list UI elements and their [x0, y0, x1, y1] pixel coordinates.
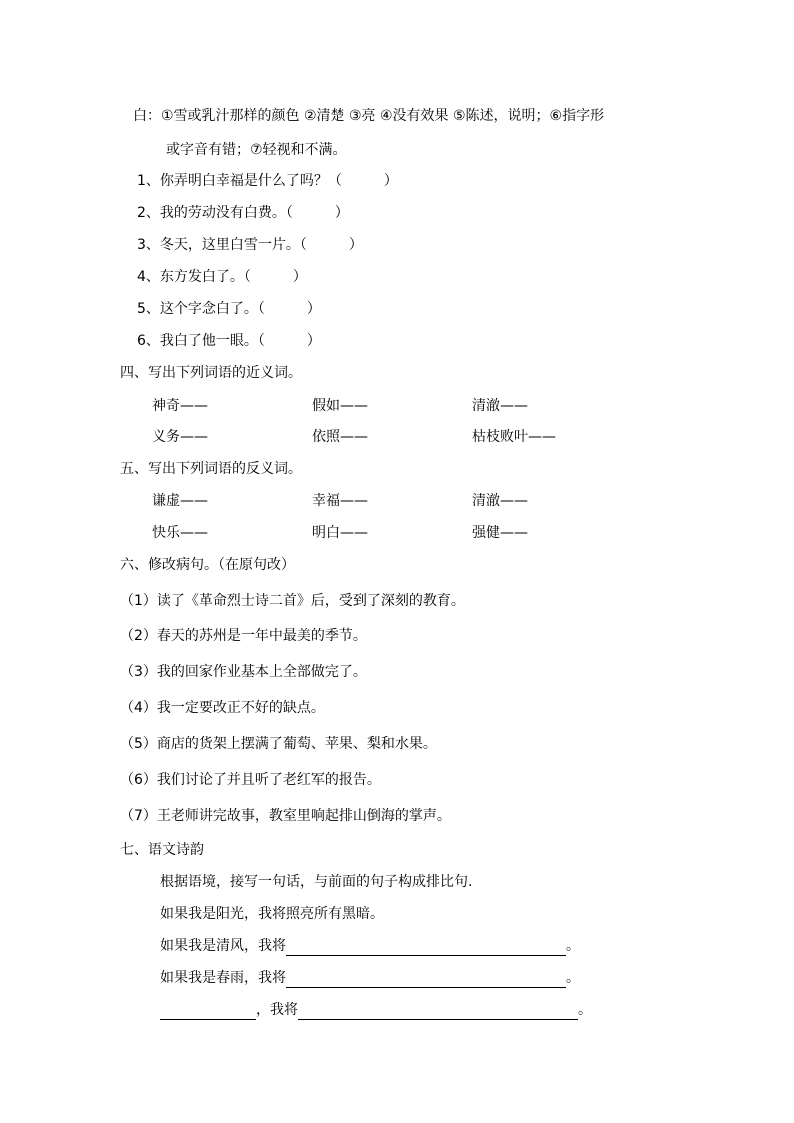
antonym-item: 幸福——: [312, 493, 368, 509]
section7-instruction: 根据语境，接写一句话，与前面的句子构成排比句.: [160, 874, 473, 890]
period: 。: [566, 970, 580, 986]
bai-definition-line1: 白：①雪或乳汁那样的颜色 ②清楚 ③亮 ④没有效果 ⑤陈述，说明；⑥指字形: [133, 108, 605, 124]
answer-blank[interactable]: [160, 1003, 256, 1020]
sentence-correction-item: （7）王老师讲完故事，教室里响起排山倒海的掌声。: [120, 808, 451, 824]
synonym-item: 依照——: [312, 429, 368, 445]
synonym-item: 清澈——: [472, 398, 528, 414]
period: 。: [566, 938, 580, 954]
sentence-correction-item: （1）读了《革命烈士诗二首》后，受到了深刻的教育。: [120, 593, 465, 609]
bai-question-4: 4、东方发白了。（ ）: [137, 269, 307, 285]
sentence-correction-item: （5）商店的货架上摆满了葡萄、苹果、梨和水果。: [120, 736, 437, 752]
section5-title: 五、写出下列词语的反义词。: [120, 461, 302, 477]
bai-question-5: 5、这个字念白了。（ ）: [137, 301, 321, 317]
answer-blank[interactable]: [286, 939, 566, 956]
antonym-item: 清澈——: [472, 493, 528, 509]
bai-question-3: 3、冬天，这里白雪一片。（ ）: [137, 237, 363, 253]
section4-title: 四、写出下列词语的近义词。: [120, 365, 302, 381]
period: 。: [578, 1002, 592, 1018]
parallel-line-3: [160, 1000, 592, 1020]
bai-definition-line2: 或字音有错；⑦轻视和不满。: [166, 142, 347, 158]
sentence-correction-item: （6）我们讨论了并且听了老红军的报告。: [120, 772, 381, 788]
sentence-correction-item: （2）春天的苏州是一年中最美的季节。: [120, 628, 367, 644]
parallel-line-1: [160, 936, 580, 956]
section7-example: 如果我是阳光，我将照亮所有黑暗。: [160, 906, 384, 922]
answer-blank[interactable]: [286, 971, 566, 988]
bai-question-1: 1、你弄明白幸福是什么了吗？（ ）: [137, 173, 398, 189]
parallel-line-3-middle: ，我将: [256, 1002, 298, 1018]
antonym-item: 谦虚——: [152, 493, 208, 509]
answer-blank[interactable]: [298, 1003, 578, 1020]
sentence-correction-item: （3）我的回家作业基本上全部做完了。: [120, 664, 367, 680]
section6-title: 六、修改病句。（在原句改）: [120, 557, 295, 573]
parallel-line-1-prefix: 如果我是清风，我将: [160, 938, 286, 954]
synonym-item: 假如——: [312, 398, 368, 414]
parallel-line-2: [160, 968, 580, 988]
synonym-item: 义务——: [152, 429, 208, 445]
antonym-item: 强健——: [472, 525, 528, 541]
bai-question-2: 2、我的劳动没有白费。（ ）: [137, 205, 349, 221]
sentence-correction-item: （4）我一定要改正不好的缺点。: [120, 700, 325, 716]
section7-title: 七、语文诗韵: [120, 842, 204, 858]
antonym-item: 快乐——: [152, 525, 208, 541]
parallel-line-2-prefix: 如果我是春雨，我将: [160, 970, 286, 986]
antonym-item: 明白——: [312, 525, 368, 541]
synonym-item: 神奇——: [152, 398, 208, 414]
synonym-item: 枯枝败叶——: [472, 429, 556, 445]
bai-question-6: 6、我白了他一眼。（ ）: [137, 333, 321, 349]
